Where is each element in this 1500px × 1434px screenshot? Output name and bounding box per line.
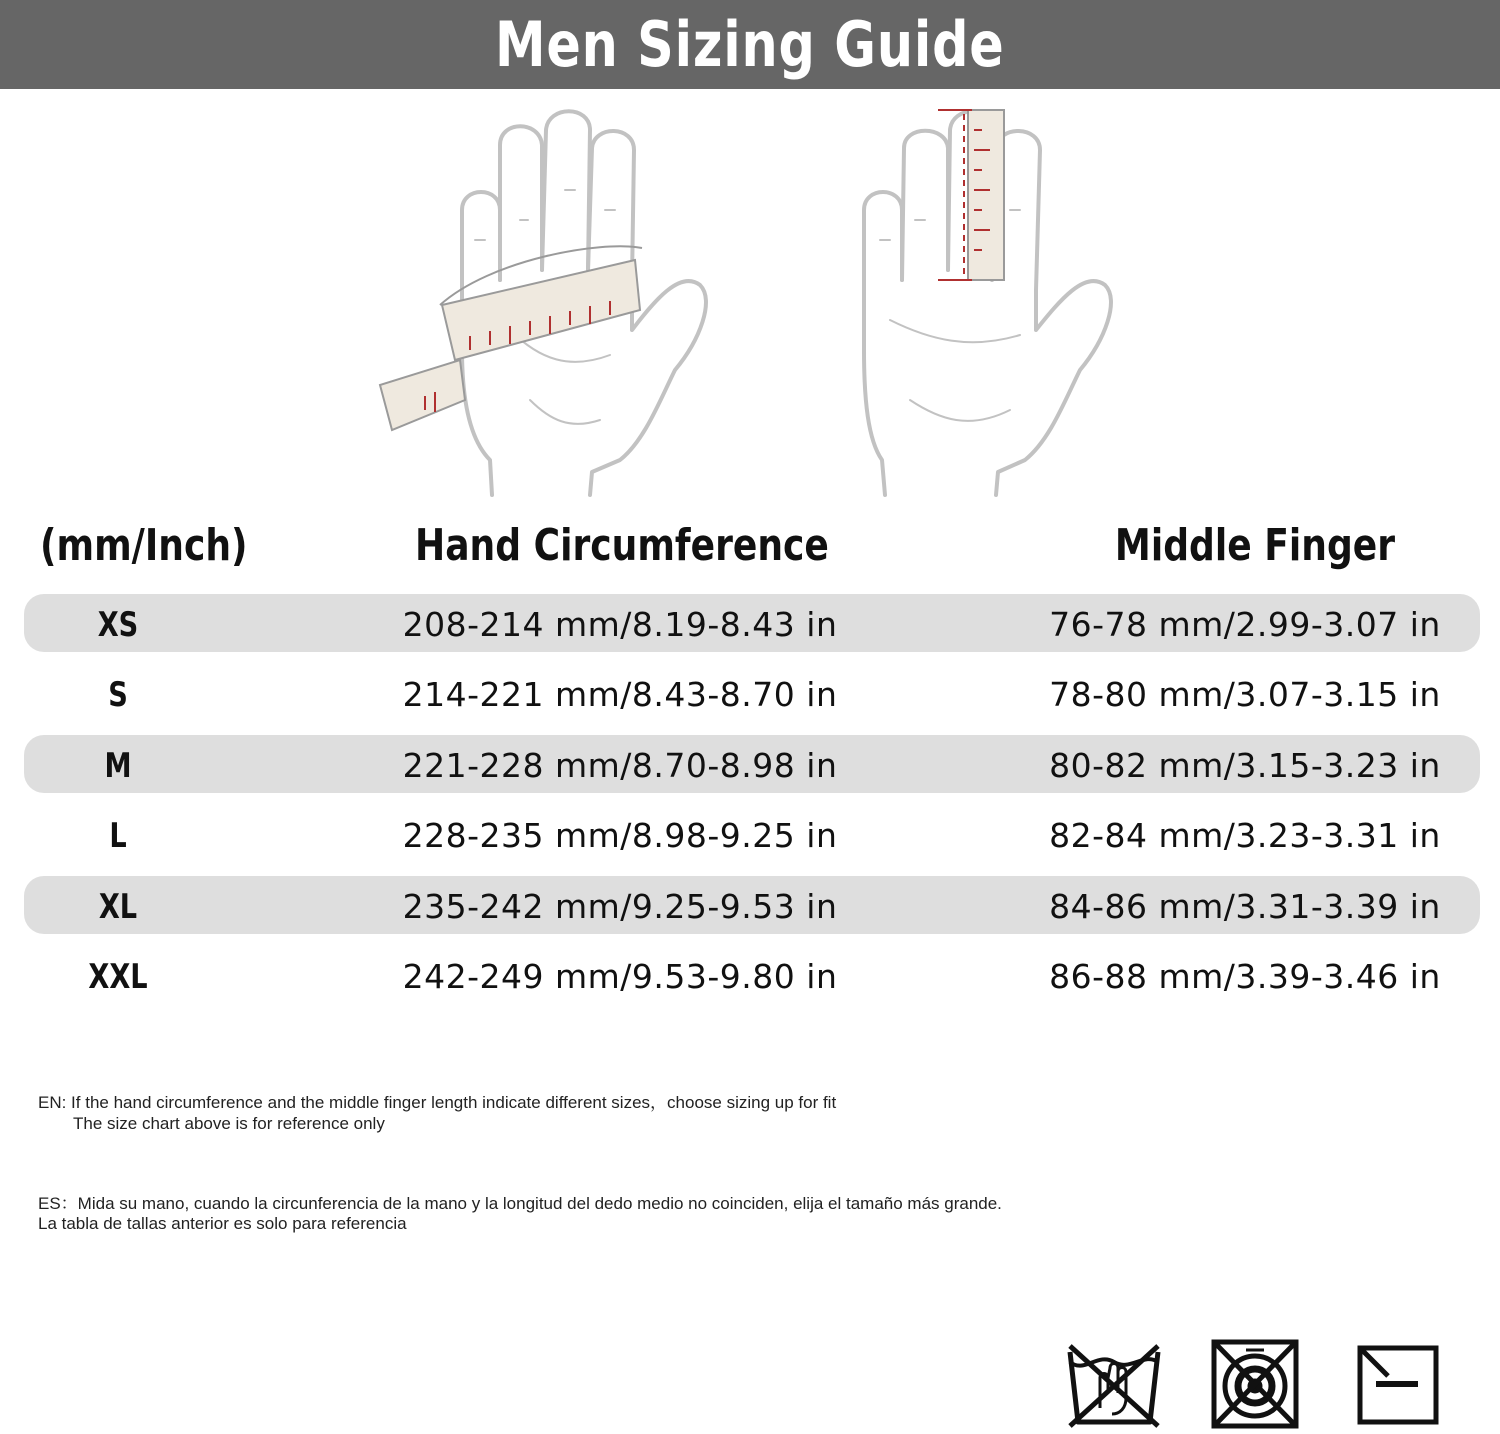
table-row bbox=[24, 876, 1480, 934]
table-row bbox=[24, 594, 1480, 652]
unit-label: (mm/Inch) bbox=[40, 520, 248, 571]
do-not-wash-icon bbox=[1064, 1338, 1164, 1430]
hand-cell: 228-235 mm/8.98-9.25 in bbox=[402, 816, 838, 856]
hand-cell: 214-221 mm/8.43-8.70 in bbox=[402, 675, 838, 715]
table-row bbox=[24, 805, 1480, 863]
finger-cell: 82-84 mm/3.23-3.31 in bbox=[1049, 816, 1441, 856]
size-cell: S bbox=[108, 675, 128, 716]
note-es-line1: ES：Mida su mano, cuando la circunferencia de la mano y la longitud del dedo medio no coinciden, elija el tamaño más grande. bbox=[38, 1194, 1002, 1213]
table-row bbox=[24, 946, 1480, 1004]
table-row bbox=[24, 664, 1480, 722]
dry-flat-icon bbox=[1354, 1338, 1454, 1430]
finger-cell: 76-78 mm/2.99-3.07 in bbox=[1049, 605, 1441, 644]
table-row bbox=[24, 735, 1480, 793]
size-cell: L bbox=[109, 816, 127, 857]
hand-cell: 208-214 mm/8.19-8.43 in bbox=[402, 605, 838, 644]
do-not-tumble-dry-icon bbox=[1208, 1338, 1308, 1430]
finger-cell: 78-80 mm/3.07-3.15 in bbox=[1049, 675, 1441, 715]
hand-circumference-measure-icon bbox=[370, 100, 720, 500]
size-cell: XS bbox=[97, 605, 139, 645]
hand-cell: 242-249 mm/9.53-9.80 in bbox=[402, 956, 838, 996]
size-table bbox=[24, 594, 1480, 1016]
note-en-line1: EN: If the hand circumference and the middle finger length indicate different sizes，choose sizing up for fit bbox=[38, 1093, 837, 1112]
finger-cell: 84-86 mm/3.31-3.39 in bbox=[1049, 886, 1441, 926]
middle-finger-measure-icon bbox=[850, 100, 1130, 500]
size-cell: XL bbox=[98, 886, 138, 927]
title-bar bbox=[0, 0, 1500, 89]
note-en-line2: The size chart above is for reference only bbox=[73, 1114, 385, 1133]
note-es-line2: La tabla de tallas anterior es solo para referencia bbox=[38, 1214, 407, 1233]
size-cell: M bbox=[104, 745, 132, 786]
hand-cell: 235-242 mm/9.25-9.53 in bbox=[402, 886, 838, 926]
page-title: Men Sizing Guide bbox=[495, 8, 1005, 81]
table-header bbox=[0, 520, 1500, 584]
finger-cell: 80-82 mm/3.15-3.23 in bbox=[1049, 745, 1441, 785]
column-header-hand: Hand Circumference bbox=[415, 520, 829, 571]
size-cell: XXL bbox=[88, 956, 148, 997]
finger-cell: 86-88 mm/3.39-3.46 in bbox=[1049, 956, 1441, 996]
hand-cell: 221-228 mm/8.70-8.98 in bbox=[402, 745, 838, 785]
column-header-finger: Middle Finger bbox=[1114, 520, 1396, 571]
